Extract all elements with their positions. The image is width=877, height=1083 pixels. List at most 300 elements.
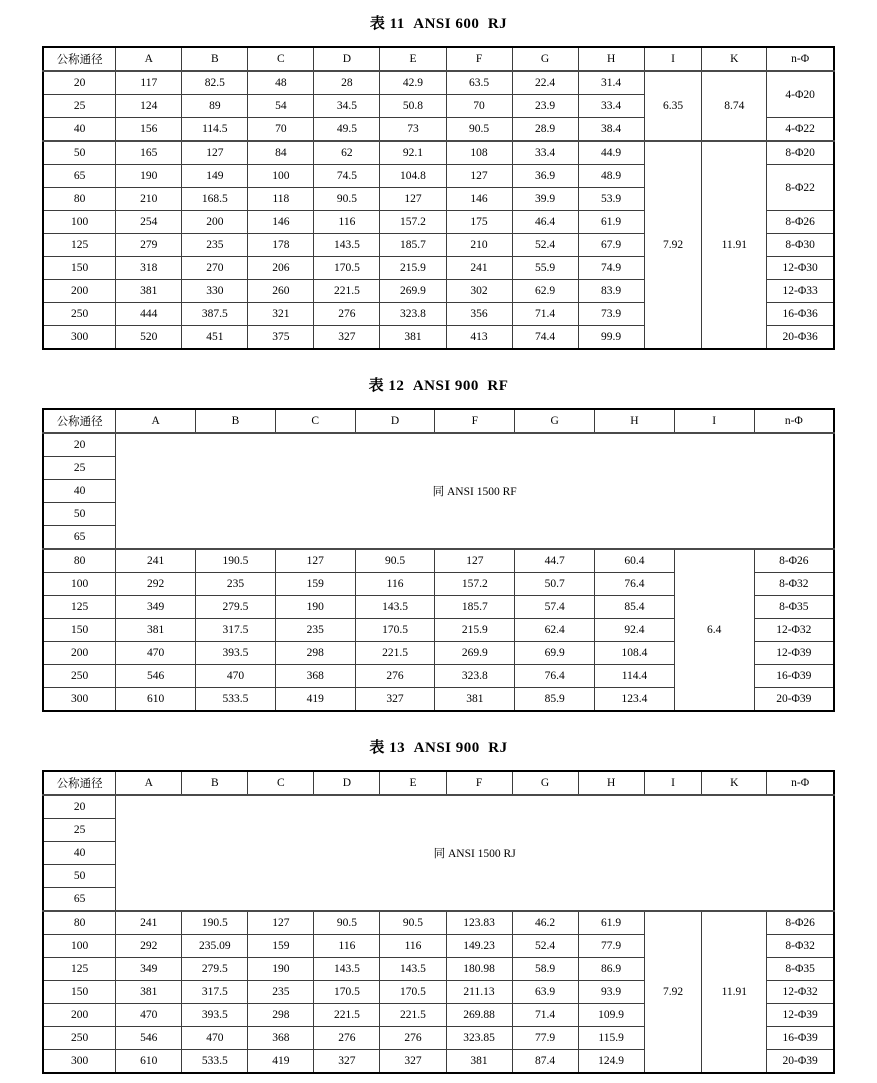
table-cell: 52.4 — [512, 234, 578, 257]
table-cell: 28.9 — [512, 118, 578, 142]
table-cell: 8-Φ35 — [754, 596, 834, 619]
table-cell: 157.2 — [435, 573, 515, 596]
column-header: I — [644, 771, 702, 795]
table-cell: 368 — [248, 1027, 314, 1050]
table-cell: 50.7 — [515, 573, 595, 596]
table-cell: 292 — [116, 935, 182, 958]
row-label: 80 — [43, 188, 116, 211]
table-cell: 235 — [196, 573, 276, 596]
table-cell: 62.9 — [512, 280, 578, 303]
table-cell: 71.4 — [512, 1004, 578, 1027]
table-cell: 76.4 — [515, 665, 595, 688]
row-label: 80 — [43, 911, 116, 935]
column-header: F — [446, 47, 512, 71]
column-header: D — [314, 47, 380, 71]
table-cell: 149.23 — [446, 935, 512, 958]
row-label: 40 — [43, 480, 116, 503]
table-cell: 124.9 — [578, 1050, 644, 1074]
table-cell: 190.5 — [196, 549, 276, 573]
table-cell: 33.4 — [512, 141, 578, 165]
table-cell: 327 — [380, 1050, 446, 1074]
table-cell: 12-Φ30 — [767, 257, 834, 280]
table-cell: 143.5 — [314, 234, 380, 257]
table-cell: 444 — [116, 303, 182, 326]
table-cell: 90.5 — [446, 118, 512, 142]
table-cell: 241 — [116, 911, 182, 935]
table-cell: 159 — [248, 935, 314, 958]
table-cell: 221.5 — [355, 642, 435, 665]
table-cell: 85.4 — [595, 596, 675, 619]
table-cell: 23.9 — [512, 95, 578, 118]
column-header: 公称通径 — [43, 47, 116, 71]
table-cell: 123.83 — [446, 911, 512, 935]
table-cell: 276 — [314, 303, 380, 326]
table-cell: 381 — [446, 1050, 512, 1074]
table-cell: 114.4 — [595, 665, 675, 688]
column-header: D — [314, 771, 380, 795]
table-cell: 330 — [182, 280, 248, 303]
table-cell: 100 — [248, 165, 314, 188]
table-cell: 55.9 — [512, 257, 578, 280]
table-cell: 同 ANSI 1500 RF — [116, 433, 834, 549]
table-cell: 323.8 — [435, 665, 515, 688]
table-cell: 70 — [248, 118, 314, 142]
table-cell: 7.92 — [644, 141, 702, 349]
column-header: G — [515, 409, 595, 433]
table-cell: 323.85 — [446, 1027, 512, 1050]
table-cell: 381 — [116, 619, 196, 642]
row-label: 25 — [43, 819, 116, 842]
header-row — [43, 47, 834, 71]
row-label: 125 — [43, 958, 116, 981]
table-cell: 156 — [116, 118, 182, 142]
table-cell: 16-Φ39 — [754, 665, 834, 688]
table-cell: 127 — [248, 911, 314, 935]
row-label: 20 — [43, 71, 116, 95]
table-cell: 221.5 — [314, 280, 380, 303]
table-cell: 74.4 — [512, 326, 578, 350]
table-cell: 50.8 — [380, 95, 446, 118]
table-cell: 12-Φ32 — [767, 981, 834, 1004]
row-label: 300 — [43, 326, 116, 350]
table-cell: 470 — [116, 1004, 182, 1027]
column-header: A — [116, 771, 182, 795]
table-cell: 190 — [248, 958, 314, 981]
table-cell: 63.9 — [512, 981, 578, 1004]
table-cell: 8-Φ32 — [767, 935, 834, 958]
table-row — [43, 71, 834, 95]
column-header: 公称通径 — [43, 409, 116, 433]
row-label: 125 — [43, 234, 116, 257]
table-cell: 8-Φ26 — [754, 549, 834, 573]
table-cell: 12-Φ32 — [754, 619, 834, 642]
table-cell: 546 — [116, 1027, 182, 1050]
table-cell: 298 — [248, 1004, 314, 1027]
row-label: 25 — [43, 95, 116, 118]
table-cell: 85.9 — [515, 688, 595, 712]
table-cell: 349 — [116, 958, 182, 981]
table-cell: 38.4 — [578, 118, 644, 142]
table-cell: 327 — [355, 688, 435, 712]
column-header: H — [595, 409, 675, 433]
table-cell: 235.09 — [182, 935, 248, 958]
table-cell: 116 — [380, 935, 446, 958]
table-cell: 71.4 — [512, 303, 578, 326]
table-cell: 270 — [182, 257, 248, 280]
table-cell: 8-Φ32 — [754, 573, 834, 596]
table-cell: 356 — [446, 303, 512, 326]
table-cell: 318 — [116, 257, 182, 280]
row-label: 150 — [43, 981, 116, 1004]
table-cell: 16-Φ39 — [767, 1027, 834, 1050]
table-cell: 470 — [196, 665, 276, 688]
column-header: H — [578, 47, 644, 71]
column-header: D — [355, 409, 435, 433]
table-cell: 109.9 — [578, 1004, 644, 1027]
table-cell: 31.4 — [578, 71, 644, 95]
row-label: 50 — [43, 865, 116, 888]
table-cell: 93.9 — [578, 981, 644, 1004]
table-cell: 143.5 — [314, 958, 380, 981]
table-cell: 8-Φ26 — [767, 211, 834, 234]
table-cell: 276 — [380, 1027, 446, 1050]
table-row — [43, 141, 834, 165]
table-cell: 28 — [314, 71, 380, 95]
table-cell: 143.5 — [380, 958, 446, 981]
table-cell: 321 — [248, 303, 314, 326]
column-header: B — [182, 47, 248, 71]
table-cell: 327 — [314, 326, 380, 350]
table-cell: 11.91 — [702, 911, 767, 1073]
row-label: 65 — [43, 165, 116, 188]
table-cell: 73.9 — [578, 303, 644, 326]
table-cell: 117 — [116, 71, 182, 95]
table-cell: 116 — [314, 211, 380, 234]
row-label: 250 — [43, 303, 116, 326]
row-label: 50 — [43, 503, 116, 526]
table-row — [43, 795, 834, 819]
table-cell: 104.8 — [380, 165, 446, 188]
table-cell: 70 — [446, 95, 512, 118]
table-row — [43, 549, 834, 573]
table-cell: 74.9 — [578, 257, 644, 280]
table-cell: 470 — [182, 1027, 248, 1050]
row-label: 200 — [43, 280, 116, 303]
table-cell: 108 — [446, 141, 512, 165]
table-row — [43, 911, 834, 935]
table-cell: 39.9 — [512, 188, 578, 211]
table-cell: 127 — [380, 188, 446, 211]
table-cell: 298 — [275, 642, 355, 665]
row-label: 150 — [43, 257, 116, 280]
table-cell: 381 — [380, 326, 446, 350]
table-cell: 215.9 — [380, 257, 446, 280]
table-cell: 610 — [116, 1050, 182, 1074]
table-cell: 185.7 — [435, 596, 515, 619]
table-cell: 170.5 — [380, 981, 446, 1004]
table-cell: 48.9 — [578, 165, 644, 188]
table-cell: 48 — [248, 71, 314, 95]
table-cell: 254 — [116, 211, 182, 234]
column-header: K — [702, 47, 767, 71]
table-cell: 6.35 — [644, 71, 702, 141]
table-cell: 206 — [248, 257, 314, 280]
column-header: n-Φ — [767, 47, 834, 71]
table-cell: 279.5 — [196, 596, 276, 619]
table-cell: 235 — [275, 619, 355, 642]
table-cell: 8.74 — [702, 71, 767, 141]
column-header: 公称通径 — [43, 771, 116, 795]
table-cell: 6.4 — [674, 549, 754, 711]
table-cell: 368 — [275, 665, 355, 688]
table-cell: 146 — [248, 211, 314, 234]
table-cell: 46.4 — [512, 211, 578, 234]
column-header: A — [116, 47, 182, 71]
table-ansi-900-rf — [42, 408, 835, 712]
table-cell: 387.5 — [182, 303, 248, 326]
table-cell: 210 — [446, 234, 512, 257]
table-cell: 116 — [314, 935, 380, 958]
table-cell: 168.5 — [182, 188, 248, 211]
table-cell: 115.9 — [578, 1027, 644, 1050]
column-header: n-Φ — [754, 409, 834, 433]
table-cell: 62.4 — [515, 619, 595, 642]
row-label: 125 — [43, 596, 116, 619]
table-cell: 123.4 — [595, 688, 675, 712]
row-label: 65 — [43, 526, 116, 550]
table-cell: 146 — [446, 188, 512, 211]
table-cell: 53.9 — [578, 188, 644, 211]
table-cell: 180.98 — [446, 958, 512, 981]
table-cell: 349 — [116, 596, 196, 619]
column-header: C — [248, 47, 314, 71]
table-cell: 114.5 — [182, 118, 248, 142]
table-cell: 221.5 — [314, 1004, 380, 1027]
row-label: 300 — [43, 688, 116, 712]
table-cell: 381 — [435, 688, 515, 712]
table-cell: 451 — [182, 326, 248, 350]
table-cell: 44.9 — [578, 141, 644, 165]
table-cell: 292 — [116, 573, 196, 596]
table-cell: 178 — [248, 234, 314, 257]
table-cell: 92.4 — [595, 619, 675, 642]
table-cell: 520 — [116, 326, 182, 350]
row-label: 20 — [43, 795, 116, 819]
table-cell: 327 — [314, 1050, 380, 1074]
column-header: B — [196, 409, 276, 433]
table-ansi-600-rj — [42, 46, 835, 350]
table-cell: 61.9 — [578, 211, 644, 234]
table-cell: 44.7 — [515, 549, 595, 573]
table-cell: 73 — [380, 118, 446, 142]
table-cell: 235 — [182, 234, 248, 257]
table-cell: 84 — [248, 141, 314, 165]
row-label: 80 — [43, 549, 116, 573]
table-cell: 20-Φ36 — [767, 326, 834, 350]
table-cell: 215.9 — [435, 619, 515, 642]
table-cell: 12-Φ33 — [767, 280, 834, 303]
column-header: G — [512, 771, 578, 795]
column-header: I — [644, 47, 702, 71]
row-label: 250 — [43, 665, 116, 688]
column-header: n-Φ — [767, 771, 834, 795]
row-label: 100 — [43, 935, 116, 958]
row-label: 100 — [43, 211, 116, 234]
table-cell: 99.9 — [578, 326, 644, 350]
table-cell: 393.5 — [196, 642, 276, 665]
table-cell: 90.5 — [355, 549, 435, 573]
table-cell: 190 — [116, 165, 182, 188]
table-cell: 210 — [116, 188, 182, 211]
table-cell: 34.5 — [314, 95, 380, 118]
row-label: 65 — [43, 888, 116, 912]
table-cell: 317.5 — [196, 619, 276, 642]
table-cell: 同 ANSI 1500 RJ — [116, 795, 834, 911]
table-cell: 49.5 — [314, 118, 380, 142]
table-cell: 127 — [435, 549, 515, 573]
table-cell: 190 — [275, 596, 355, 619]
table-ansi-900-rj — [42, 770, 835, 1074]
table-cell: 92.1 — [380, 141, 446, 165]
table-cell: 22.4 — [512, 71, 578, 95]
table-cell: 159 — [275, 573, 355, 596]
column-header: B — [182, 771, 248, 795]
header-row — [43, 409, 834, 433]
table-cell: 74.5 — [314, 165, 380, 188]
table-cell: 381 — [116, 280, 182, 303]
table-cell: 381 — [116, 981, 182, 1004]
row-label: 150 — [43, 619, 116, 642]
row-label: 50 — [43, 141, 116, 165]
table-cell: 393.5 — [182, 1004, 248, 1027]
table-cell: 170.5 — [355, 619, 435, 642]
column-header: K — [702, 771, 767, 795]
table-cell: 4-Φ20 — [767, 71, 834, 118]
table-cell: 118 — [248, 188, 314, 211]
table-cell: 413 — [446, 326, 512, 350]
table-cell: 69.9 — [515, 642, 595, 665]
column-header: E — [380, 771, 446, 795]
table-cell: 235 — [248, 981, 314, 1004]
table-cell: 269.88 — [446, 1004, 512, 1027]
table-cell: 241 — [116, 549, 196, 573]
header-row — [43, 771, 834, 795]
table-cell: 8-Φ26 — [767, 911, 834, 935]
table-cell: 8-Φ20 — [767, 141, 834, 165]
table-cell: 7.92 — [644, 911, 702, 1073]
row-label: 100 — [43, 573, 116, 596]
table-cell: 90.5 — [314, 188, 380, 211]
table-cell: 12-Φ39 — [767, 1004, 834, 1027]
table-cell: 546 — [116, 665, 196, 688]
row-label: 200 — [43, 642, 116, 665]
table-cell: 260 — [248, 280, 314, 303]
table-cell: 83.9 — [578, 280, 644, 303]
table-cell: 419 — [248, 1050, 314, 1074]
table-cell: 610 — [116, 688, 196, 712]
table-cell: 185.7 — [380, 234, 446, 257]
table-cell: 60.4 — [595, 549, 675, 573]
table-cell: 46.2 — [512, 911, 578, 935]
table-cell: 77.9 — [578, 935, 644, 958]
table-cell: 33.4 — [578, 95, 644, 118]
table-cell: 77.9 — [512, 1027, 578, 1050]
table-cell: 317.5 — [182, 981, 248, 1004]
row-label: 200 — [43, 1004, 116, 1027]
table-cell: 533.5 — [196, 688, 276, 712]
table-row — [43, 433, 834, 457]
table-cell: 20-Φ39 — [767, 1050, 834, 1074]
table-cell: 127 — [275, 549, 355, 573]
table-cell: 127 — [446, 165, 512, 188]
table-cell: 375 — [248, 326, 314, 350]
row-label: 25 — [43, 457, 116, 480]
table-cell: 8-Φ22 — [767, 165, 834, 211]
column-header: A — [116, 409, 196, 433]
table-cell: 52.4 — [512, 935, 578, 958]
column-header: I — [674, 409, 754, 433]
table-cell: 63.5 — [446, 71, 512, 95]
table-cell: 211.13 — [446, 981, 512, 1004]
column-header: F — [446, 771, 512, 795]
table-cell: 20-Φ39 — [754, 688, 834, 712]
table-cell: 58.9 — [512, 958, 578, 981]
table-cell: 16-Φ36 — [767, 303, 834, 326]
column-header: G — [512, 47, 578, 71]
table-cell: 76.4 — [595, 573, 675, 596]
table-cell: 276 — [314, 1027, 380, 1050]
table-cell: 143.5 — [355, 596, 435, 619]
table-cell: 175 — [446, 211, 512, 234]
table-cell: 241 — [446, 257, 512, 280]
table-13-title: 表 13 ANSI 900 RJ — [369, 740, 508, 756]
table-cell: 302 — [446, 280, 512, 303]
table-cell: 170.5 — [314, 257, 380, 280]
table-cell: 57.4 — [515, 596, 595, 619]
table-cell: 82.5 — [182, 71, 248, 95]
table-cell: 200 — [182, 211, 248, 234]
table-cell: 279.5 — [182, 958, 248, 981]
table-cell: 90.5 — [380, 911, 446, 935]
table-cell: 4-Φ22 — [767, 118, 834, 142]
table-cell: 8-Φ35 — [767, 958, 834, 981]
column-header: C — [248, 771, 314, 795]
table-cell: 157.2 — [380, 211, 446, 234]
table-cell: 11.91 — [702, 141, 767, 349]
table-cell: 127 — [182, 141, 248, 165]
row-label: 20 — [43, 433, 116, 457]
table-cell: 67.9 — [578, 234, 644, 257]
row-label: 300 — [43, 1050, 116, 1074]
table-cell: 323.8 — [380, 303, 446, 326]
column-header: E — [380, 47, 446, 71]
table-cell: 470 — [116, 642, 196, 665]
table-cell: 8-Φ30 — [767, 234, 834, 257]
table-cell: 116 — [355, 573, 435, 596]
table-cell: 90.5 — [314, 911, 380, 935]
table-cell: 62 — [314, 141, 380, 165]
table-cell: 276 — [355, 665, 435, 688]
column-header: C — [275, 409, 355, 433]
row-label: 250 — [43, 1027, 116, 1050]
table-cell: 269.9 — [435, 642, 515, 665]
table-cell: 36.9 — [512, 165, 578, 188]
table-11-title: 表 11 ANSI 600 RJ — [369, 16, 508, 32]
table-cell: 54 — [248, 95, 314, 118]
table-cell: 419 — [275, 688, 355, 712]
table-cell: 12-Φ39 — [754, 642, 834, 665]
table-cell: 221.5 — [380, 1004, 446, 1027]
